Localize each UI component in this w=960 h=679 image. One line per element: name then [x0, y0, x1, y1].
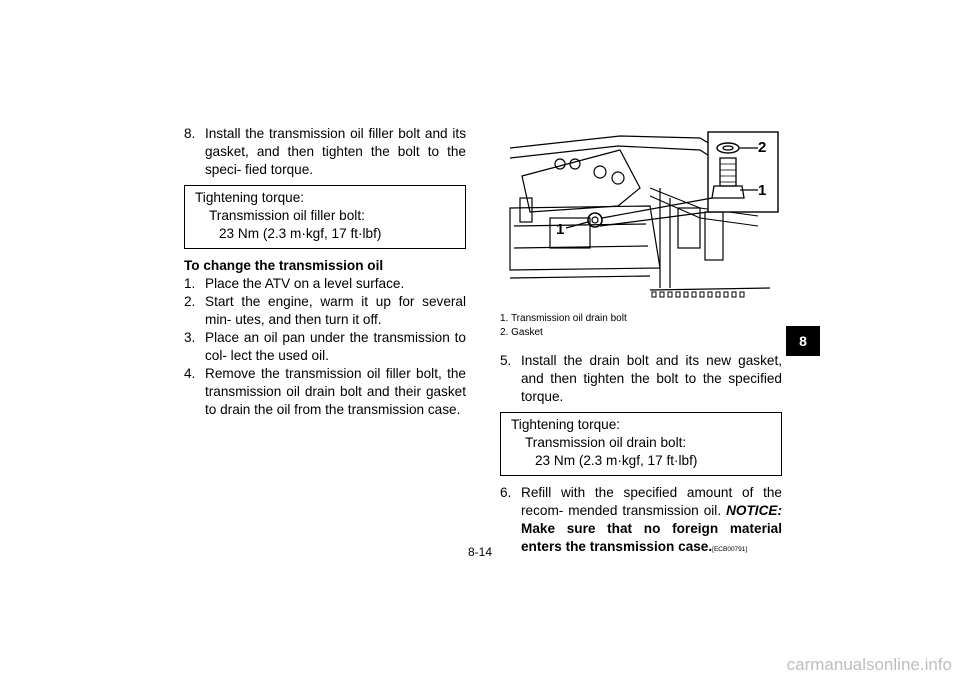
- step-8: [184, 125, 466, 179]
- warning-code: [ECB00791]: [712, 546, 748, 553]
- torque-item: Transmission oil filler bolt:: [209, 208, 365, 223]
- step-text: Install the transmission oil filler bolt and its gasket, and then tighten the bolt to the speci- fied torque.: [205, 126, 466, 177]
- step-4: [184, 365, 466, 419]
- torque-value: 23 Nm (2.3 m·kgf, 17 ft·lbf): [219, 226, 382, 241]
- step-number: 2.: [184, 294, 196, 309]
- steps-list: [184, 275, 466, 419]
- step-text: Remove the transmission oil filler bolt, the transmission oil drain bolt and their gasket to drain the oil from the transmission case.: [205, 366, 466, 417]
- step-text: Place the ATV on a level surface.: [205, 276, 405, 291]
- notice-label: NOTICE:: [726, 503, 782, 518]
- right-column: [500, 128, 782, 559]
- step-text: Start the engine, warm it up for several min- utes, and then turn it off.: [205, 294, 466, 327]
- torque-item: Transmission oil drain bolt:: [525, 435, 687, 450]
- step-text: Place an oil pan under the transmission to col- lect the used oil.: [205, 330, 466, 363]
- step-number: 8.: [184, 126, 196, 141]
- figure-caption-2: 2. Gasket: [500, 327, 543, 338]
- step-text: Install the drain bolt and its new gasket, and then tighten the bolt to the specified torque.: [521, 353, 782, 404]
- step-2: [184, 293, 466, 329]
- callout-2: 2: [758, 139, 767, 156]
- step-number: 4.: [184, 366, 196, 381]
- step-5: [500, 352, 782, 406]
- step-number: 5.: [500, 353, 512, 368]
- chapter-tab: 8: [786, 326, 820, 356]
- step-text: Refill with the specified amount of the recom- mended transmission oil.: [521, 485, 782, 518]
- torque-box-filler: [184, 185, 466, 249]
- callout-1: 1: [556, 221, 565, 238]
- step-number: 3.: [184, 330, 196, 345]
- step-number: 1.: [184, 276, 196, 291]
- notice-text: Make sure that no foreign material enters the transmission case.: [521, 521, 782, 554]
- torque-label: Tightening torque:: [511, 417, 621, 432]
- callout-1-inset: 1: [758, 182, 767, 199]
- step-3: [184, 329, 466, 365]
- figure-space: [500, 128, 782, 308]
- left-column: [184, 125, 466, 419]
- watermark: carmanualsonline.info: [786, 655, 952, 674]
- step-1: [184, 275, 466, 293]
- step-number: 6.: [500, 485, 512, 500]
- torque-label: Tightening torque:: [195, 190, 305, 205]
- page-number: 8-14: [467, 545, 493, 559]
- torque-box-drain: [500, 412, 782, 476]
- section-heading: To change the transmission oil: [184, 258, 384, 273]
- torque-value: 23 Nm (2.3 m·kgf, 17 ft·lbf): [535, 453, 698, 468]
- figure-caption-1: 1. Transmission oil drain bolt: [500, 313, 627, 324]
